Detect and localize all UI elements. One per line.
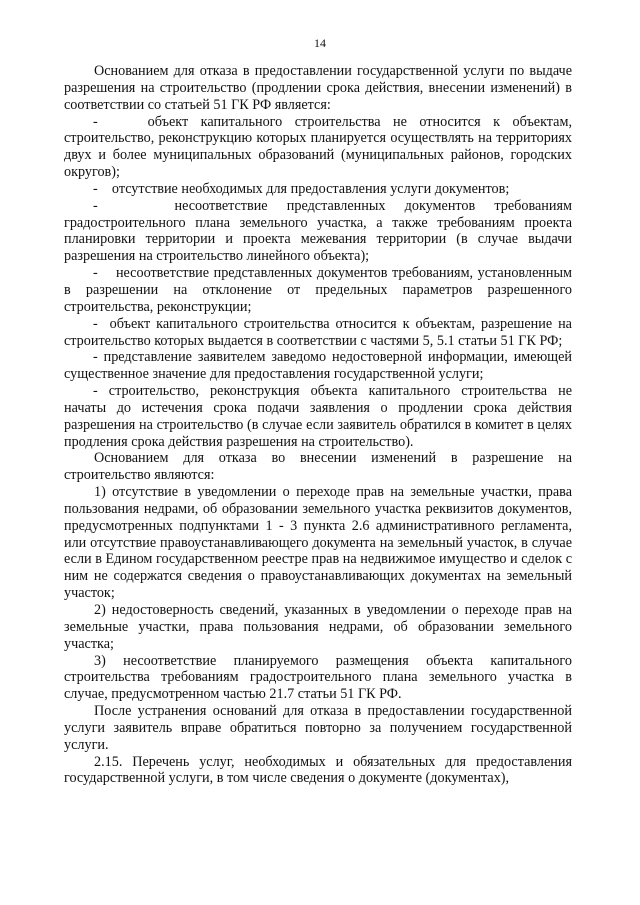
paragraph-reapply: После устранения оснований для отказа в предоставлении государственной услуги заявитель вправе обратиться повторно за получением государственной услуги. (64, 703, 572, 753)
list-item-deviation-permit-mismatch: - несоответствие представленных документов требованиям, установленным в разрешении на отклонение от предельных параметров разрешенного строительства, реконструкции; (64, 265, 572, 315)
paragraph-section-2-15: 2.15. Перечень услуг, необходимых и обязательных для предоставления государственной услуги, в том числе сведения о документе (документах), (64, 753, 572, 787)
page-number: 14 (314, 36, 326, 50)
document-body (64, 63, 572, 787)
list-item-amendment-ground-2: 2) недостоверность сведений, указанных в уведомлении о переходе прав на земельные участки, права пользования недрами, об образовании земельного участка; (64, 602, 572, 652)
list-item-gpzu-mismatch: - несоответствие представленных документов требованиям градостроительного плана земельного участка, а также требованиям проекта планировки территории и проекта межевания территории (в случае выдачи разрешения на строительство линейного объекта); (64, 197, 572, 265)
paragraph-refusal-grounds-intro: Основанием для отказа в предоставлении государственной услуги по выдаче разрешения на строительство (продлении срока действия, внесении изменений) в соответствии со статьей 51 ГК РФ является: (64, 63, 572, 113)
list-item-amendment-ground-3: 3) несоответствие планируемого размещения объекта капитального строительства требованиям градостроительного плана земельного участка в случае, предусмотренном частью 21.7 статьи 51 ГК РФ. (64, 652, 572, 703)
paragraph-amendment-refusal-intro: Основанием для отказа во внесении изменений в разрешение на строительство являются: (64, 450, 572, 484)
list-item-not-intermunicipal-object: - объект капитального строительства не относится к объектам, строительство, реконструкцию которых планируется осуществлять на территориях двух и более муниципальных образований (муниципальных районов, городских округов); (64, 113, 572, 181)
list-item-false-information: - представление заявителем заведомо недостоверной информации, имеющей существенное значение для предоставления государственной услуги; (64, 349, 572, 383)
list-item-amendment-ground-1: 1) отсутствие в уведомлении о переходе прав на земельные участки, права пользования недрами, об образовании земельного участка реквизитов документов, предусмотренных подпунктами 1 - 3 пункта 2.6 административного регламента, или отсутствие правоустанавливающего документа на земельный участок, в случае если в Едином государственном реестре прав на недвижимое имущество и сделок с ним не содержатся сведения о правоустанавливающих документах на земельный участок; (64, 484, 572, 602)
list-item-missing-documents: - отсутствие необходимых для предоставления услуги документов; (93, 180, 510, 197)
list-item-construction-not-started: - строительство, реконструкция объекта капитального строительства не начаты до истечения срока подачи заявления о продлении срока действия разрешения на строительство (в случае если заявитель обратился в комитет в целях продления срока действия разрешения на строительство). (64, 383, 572, 450)
list-item-federal-object: - объект капитального строительства относится к объектам, разрешение на строительство которых выдается в соответствии с частями 5, 5.1 статьи 51 ГК РФ; (64, 315, 572, 349)
